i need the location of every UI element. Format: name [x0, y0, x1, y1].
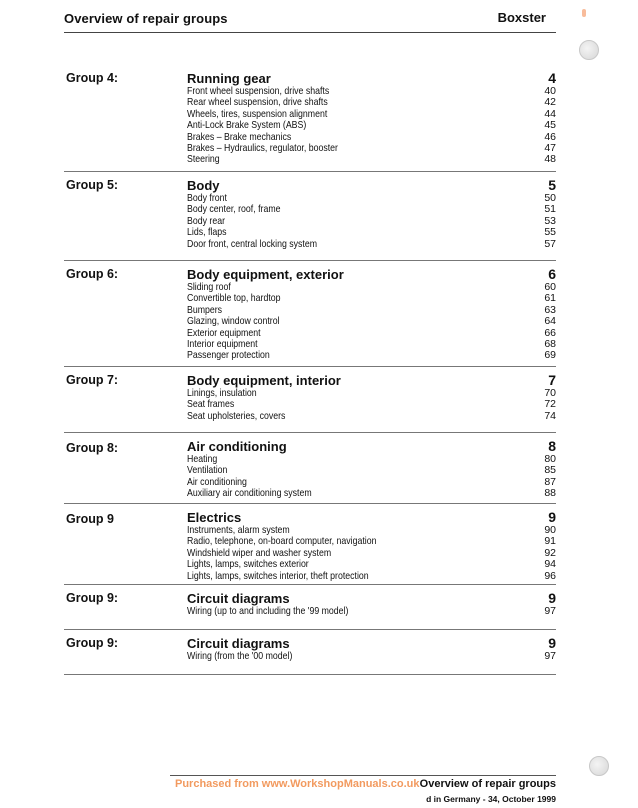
- list-item: [187, 109, 556, 120]
- item-text: Door front, central locking system: [187, 238, 318, 250]
- item-text: Exterior equipment: [187, 327, 261, 339]
- list-item: [187, 293, 556, 304]
- footer-print-info: d in Germany - 34, October 1999: [426, 794, 556, 804]
- item-text: Lights, lamps, switches exterior: [187, 559, 309, 571]
- list-item: [187, 339, 556, 350]
- item-text: Bumpers: [187, 304, 223, 316]
- list-item: [187, 399, 556, 410]
- item-text: Wiring (up to and including the '99 model): [187, 606, 349, 617]
- item-number: 66: [544, 326, 556, 339]
- repair-groups-list: [64, 70, 556, 675]
- group-title-row: [187, 635, 556, 651]
- list-item: [187, 154, 556, 165]
- group-section: [64, 70, 556, 172]
- item-number: 50: [544, 192, 556, 204]
- watermark: Purchased from www.WorkshopManuals.co.uk: [175, 778, 420, 790]
- item-text: Glazing, window control: [187, 316, 280, 328]
- group-title: Body equipment, exterior: [187, 267, 344, 282]
- list-item: [187, 525, 556, 536]
- group-title-row: [187, 438, 556, 454]
- item-text: Interior equipment: [187, 338, 258, 350]
- item-text: Sliding roof: [187, 282, 231, 293]
- group-number: 9: [548, 590, 556, 606]
- list-item: [187, 606, 556, 617]
- binder-hole-icon: [579, 40, 599, 60]
- list-item: [187, 548, 556, 559]
- item-text: Wiring (from the '00 model): [187, 651, 293, 662]
- list-item: [187, 239, 556, 250]
- group-body: [187, 509, 556, 582]
- group-number: 8: [548, 438, 556, 454]
- item-number: 70: [544, 387, 556, 399]
- group-section: [64, 372, 556, 433]
- group-title: Electrics: [187, 510, 242, 525]
- list-item: [187, 193, 556, 204]
- group-body: [187, 266, 556, 362]
- item-number: 46: [544, 130, 556, 143]
- list-item: [187, 488, 556, 499]
- item-text: Air conditioning: [187, 476, 247, 488]
- group-label: Group 8:: [66, 441, 119, 455]
- item-number: 48: [544, 153, 556, 166]
- item-text: Brakes – Hydraulics, regulator, booster: [187, 142, 338, 154]
- item-text: Instruments, alarm system: [187, 525, 290, 536]
- group-body: [187, 372, 556, 422]
- list-item: [187, 465, 556, 476]
- item-text: Ventilation: [187, 465, 228, 477]
- item-number: 91: [544, 535, 556, 548]
- item-text: Body rear: [187, 215, 225, 227]
- group-label: Group 9:: [66, 591, 119, 605]
- group-number: 9: [548, 509, 556, 525]
- item-number: 68: [544, 337, 556, 350]
- footer-title: Overview of repair groups: [419, 778, 556, 790]
- group-label: Group 9:: [66, 636, 119, 650]
- list-item: [187, 536, 556, 547]
- item-text: Steering: [187, 154, 220, 166]
- group-section: [64, 177, 556, 261]
- item-text: Convertible top, hardtop: [187, 293, 281, 305]
- group-title: Circuit diagrams: [187, 591, 290, 606]
- item-number: 61: [544, 292, 556, 305]
- list-item: [187, 282, 556, 293]
- item-text: Windshield wiper and washer system: [187, 547, 332, 559]
- item-number: 72: [544, 398, 556, 411]
- group-number: 5: [548, 177, 556, 193]
- list-item: [187, 477, 556, 488]
- item-text: Heating: [187, 454, 218, 465]
- group-body: [187, 635, 556, 662]
- group-title-row: [187, 70, 556, 86]
- group-title-row: [187, 177, 556, 193]
- group-number: 4: [548, 70, 556, 86]
- item-number: 57: [544, 237, 556, 250]
- group-section: [64, 438, 556, 504]
- list-item: [187, 305, 556, 316]
- list-item: [187, 454, 556, 465]
- list-item: [187, 388, 556, 399]
- footer-divider: [170, 775, 556, 776]
- group-body: [187, 177, 556, 250]
- group-body: [187, 590, 556, 617]
- group-number: 7: [548, 372, 556, 388]
- list-item: [187, 120, 556, 131]
- list-item: [187, 97, 556, 108]
- group-title-row: [187, 372, 556, 388]
- item-number: 40: [544, 85, 556, 97]
- group-section: [64, 635, 556, 675]
- item-number: 44: [544, 107, 556, 120]
- item-number: 97: [544, 650, 556, 662]
- item-text: Radio, telephone, on-board computer, navigation: [187, 536, 377, 548]
- list-item: [187, 227, 556, 238]
- item-number: 51: [544, 203, 556, 216]
- item-text: Body center, roof, frame: [187, 204, 281, 216]
- item-number: 55: [544, 226, 556, 239]
- list-item: [187, 651, 556, 662]
- scan-mark: [582, 9, 586, 17]
- group-label: Group 7:: [66, 373, 119, 387]
- item-text: Seat frames: [187, 399, 235, 411]
- group-body: [187, 438, 556, 500]
- list-item: [187, 86, 556, 97]
- item-number: 47: [544, 141, 556, 154]
- item-number: 74: [544, 409, 556, 422]
- group-label: Group 4:: [66, 71, 119, 85]
- group-number: 9: [548, 635, 556, 651]
- item-number: 69: [544, 349, 556, 362]
- item-number: 90: [544, 524, 556, 536]
- list-item: [187, 411, 556, 422]
- item-number: 45: [544, 119, 556, 132]
- group-title: Running gear: [187, 71, 271, 86]
- list-item: [187, 204, 556, 215]
- group-title-row: [187, 590, 556, 606]
- item-number: 80: [544, 453, 556, 465]
- item-text: Seat upholsteries, covers: [187, 410, 286, 422]
- item-number: 92: [544, 546, 556, 559]
- list-item: [187, 216, 556, 227]
- item-number: 96: [544, 569, 556, 582]
- list-item: [187, 316, 556, 327]
- page-title: Overview of repair groups: [64, 11, 228, 26]
- binder-hole-icon: [589, 756, 609, 776]
- list-item: [187, 350, 556, 361]
- group-title: Circuit diagrams: [187, 636, 290, 651]
- item-text: Rear wheel suspension, drive shafts: [187, 97, 328, 109]
- list-item: [187, 571, 556, 582]
- group-section: [64, 590, 556, 630]
- item-number: 94: [544, 558, 556, 571]
- item-text: Front wheel suspension, drive shafts: [187, 86, 330, 97]
- item-number: 87: [544, 475, 556, 488]
- group-title-row: [187, 509, 556, 525]
- item-number: 42: [544, 96, 556, 109]
- group-body: [187, 70, 556, 166]
- item-number: 64: [544, 315, 556, 328]
- group-title: Air conditioning: [187, 439, 287, 454]
- group-number: 6: [548, 266, 556, 282]
- model-name: Boxster: [497, 10, 546, 25]
- list-item: [187, 143, 556, 154]
- item-text: Lights, lamps, switches interior, theft protection: [187, 570, 369, 582]
- item-text: Auxiliary air conditioning system: [187, 488, 312, 500]
- group-label: Group 9: [66, 512, 114, 526]
- item-text: Passenger protection: [187, 350, 270, 362]
- item-text: Linings, insulation: [187, 388, 257, 399]
- group-title: Body: [187, 178, 220, 193]
- list-item: [187, 328, 556, 339]
- header-divider: [64, 32, 556, 33]
- item-number: 97: [544, 605, 556, 617]
- item-number: 60: [544, 281, 556, 293]
- item-text: Anti-Lock Brake System (ABS): [187, 120, 307, 132]
- item-text: Lids, flaps: [187, 227, 227, 239]
- item-text: Brakes – Brake mechanics: [187, 131, 292, 143]
- list-item: [187, 559, 556, 570]
- item-number: 88: [544, 487, 556, 500]
- group-label: Group 5:: [66, 178, 119, 192]
- item-text: Wheels, tires, suspension alignment: [187, 108, 328, 120]
- item-text: Body front: [187, 193, 227, 204]
- group-label: Group 6:: [66, 267, 119, 281]
- group-title-row: [187, 266, 556, 282]
- item-number: 53: [544, 214, 556, 227]
- group-title: Body equipment, interior: [187, 373, 341, 388]
- item-number: 85: [544, 464, 556, 477]
- group-section: [64, 266, 556, 367]
- group-section: [64, 509, 556, 585]
- list-item: [187, 132, 556, 143]
- item-number: 63: [544, 303, 556, 316]
